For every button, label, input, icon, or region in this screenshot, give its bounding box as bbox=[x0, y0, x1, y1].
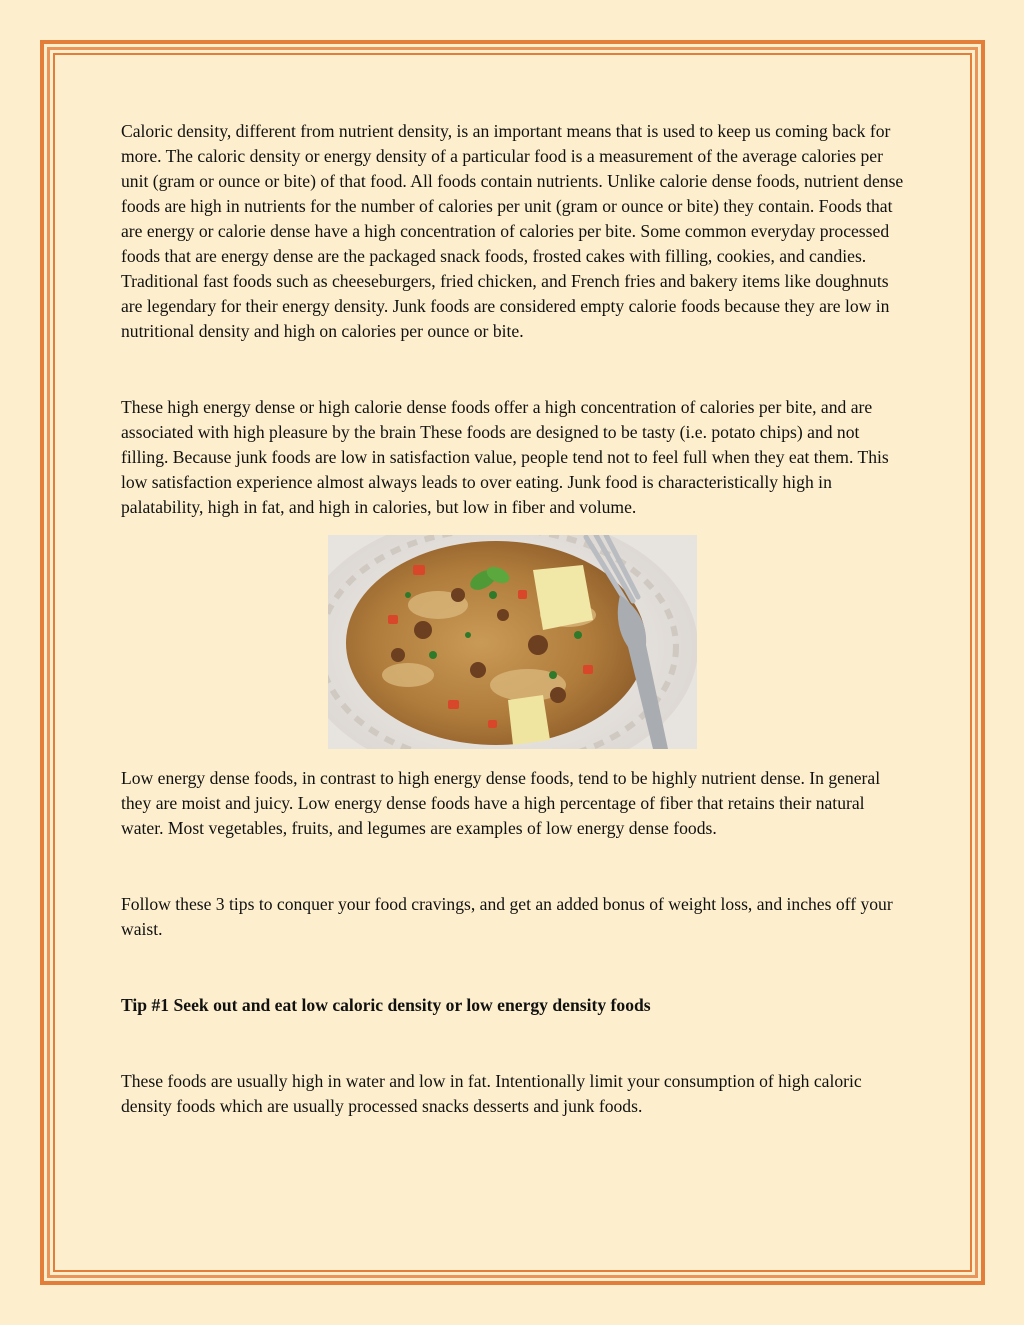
tip-heading: Tip #1 Seek out and eat low caloric density or low energy density foods bbox=[121, 995, 651, 1015]
paragraph-tip-detail: These foods are usually high in water and low in fat. Intentionally limit your consumption of high caloric density foods which are usually processed snacks desserts and junk foods. bbox=[121, 1071, 862, 1116]
document-body bbox=[121, 119, 911, 1119]
paragraph-caloric-density: Caloric density, different from nutrient density, is an important means that is used to keep us coming back for more. The caloric density or energy density of a particular food is a measurement of the average calories per unit (gram or ounce or bite) of that food. All foods contain nutrients. Unlike calorie dense foods, nutrient dense foods are high in nutrients for the number of calories per unit (gram or ounce or bite) they contain. Foods that are energy or calorie dense have a high concentration of calories per bite. Some common everyday processed foods that are energy dense are the packaged snack foods, frosted cakes with filling, cookies, and candies. Traditional fast foods such as cheeseburgers, fried chicken, and French fries and bakery items like doughnuts are legendary for their energy density. Junk foods are considered empty calorie foods because they are low in nutritional density and high on calories per ounce or bite. bbox=[121, 121, 904, 341]
paragraph-low-energy-foods: Low energy dense foods, in contrast to high energy dense foods, tend to be highly nutrient dense. In general they are moist and juicy. Low energy dense foods have a high percentage of fiber that retains their natural water. Most vegetables, fruits, and legumes are examples of low energy dense foods. bbox=[121, 768, 881, 838]
paragraph-tips-intro: Follow these 3 tips to conquer your food cravings, and get an added bonus of weight loss, and inches off your waist. bbox=[121, 894, 893, 939]
paragraph-high-energy-foods: These high energy dense or high calorie dense foods offer a high concentration of calories per bite, and are associated with high pleasure by the brain These foods are designed to be tasty (i.e. potato chips) and not filling. Because junk foods are low in satisfaction value, people tend not to feel full when they eat them. This low satisfaction experience almost always leads to over eating. Junk food is characteristically high in palatability, high in fat, and high in calories, but low in fiber and volume. bbox=[121, 397, 889, 517]
rice-dish-photo bbox=[328, 535, 697, 749]
